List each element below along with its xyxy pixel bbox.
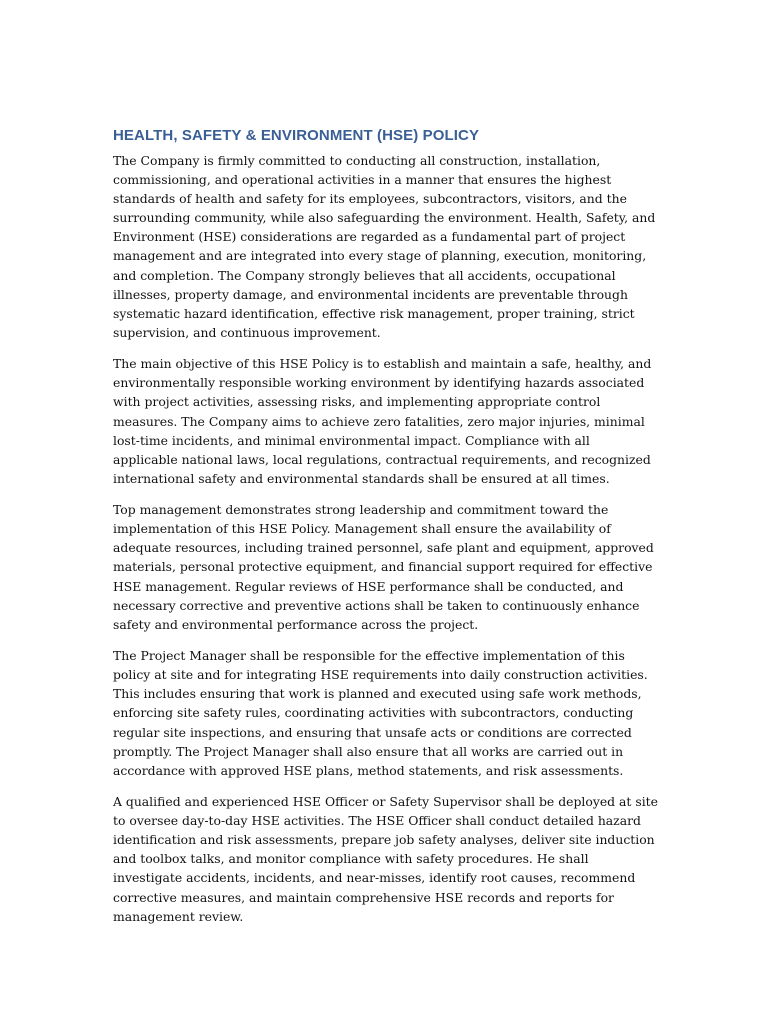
- paragraph-objective: The main objective of this HSE Policy is to establish and maintain a safe, healthy, and environmentally responsible working environment by identifying hazards associated with project activities, assessing risks, and implementing appropriate control measures. The Company aims to achieve zero fatalities, zero major injuries, minimal lost-time incidents, and minimal environmental impact. Compliance with all applicable national laws, local regulations, contractual requirements, and recognized international safety and environmental standards shall be ensured at all times.: [113, 356, 652, 486]
- paragraph-management: Top management demonstrates strong leadership and commitment toward the implementation of this HSE Policy. Management shall ensure the availability of adequate resources, including trained personnel, safe plant and equipment, approved materials, personal protective equipment, and financial support required for effective HSE management. Regular reviews of HSE performance shall be conducted, and necessary corrective and preventive actions shall be taken to continuously enhance safety and environmental performance across the project.: [113, 502, 654, 632]
- paragraph-project-manager: The Project Manager shall be responsible for the effective implementation of this policy at site and for integrating HSE requirements into daily construction activities. This includes ensuring that work is planned and executed using safe work methods, enforcing site safety rules, coordinating activities with subcontractors, conducting regular site inspections, and ensuring that unsafe acts or conditions are corrected promptly. The Project Manager shall also ensure that all works are carried out in accordance with approved HSE plans, method statements, and risk assessments.: [113, 648, 648, 778]
- document-heading: HEALTH, SAFETY & ENVIRONMENT (HSE) POLICY: [113, 127, 480, 144]
- paragraph-commitment: The Company is firmly committed to conducting all construction, installation, commissioning, and operational activities in a manner that ensures the highest standards of health and safety for its employees, subcontractors, visitors, and the surrounding community, while also safeguarding the environment. Health, Safety, and Environment (HSE) considerations are regarded as a fundamental part of project management and are integrated into every stage of planning, execution, monitoring, and completion. The Company strongly believes that all accidents, occupational illnesses, property damage, and environmental incidents are preventable through systematic hazard identification, effective risk management, proper training, strict supervision, and continuous improvement.: [113, 153, 656, 340]
- document-page: [113, 126, 658, 938]
- paragraph-hse-officer: A qualified and experienced HSE Officer or Safety Supervisor shall be deployed at site to oversee day-to-day HSE activities. The HSE Officer shall conduct detailed hazard identification and risk assessments, prepare job safety analyses, deliver site induction and toolbox talks, and monitor compliance with safety procedures. He shall investigate accidents, incidents, and near-misses, identify root causes, recommend corrective measures, and maintain comprehensive HSE records and reports for management review.: [113, 794, 658, 924]
